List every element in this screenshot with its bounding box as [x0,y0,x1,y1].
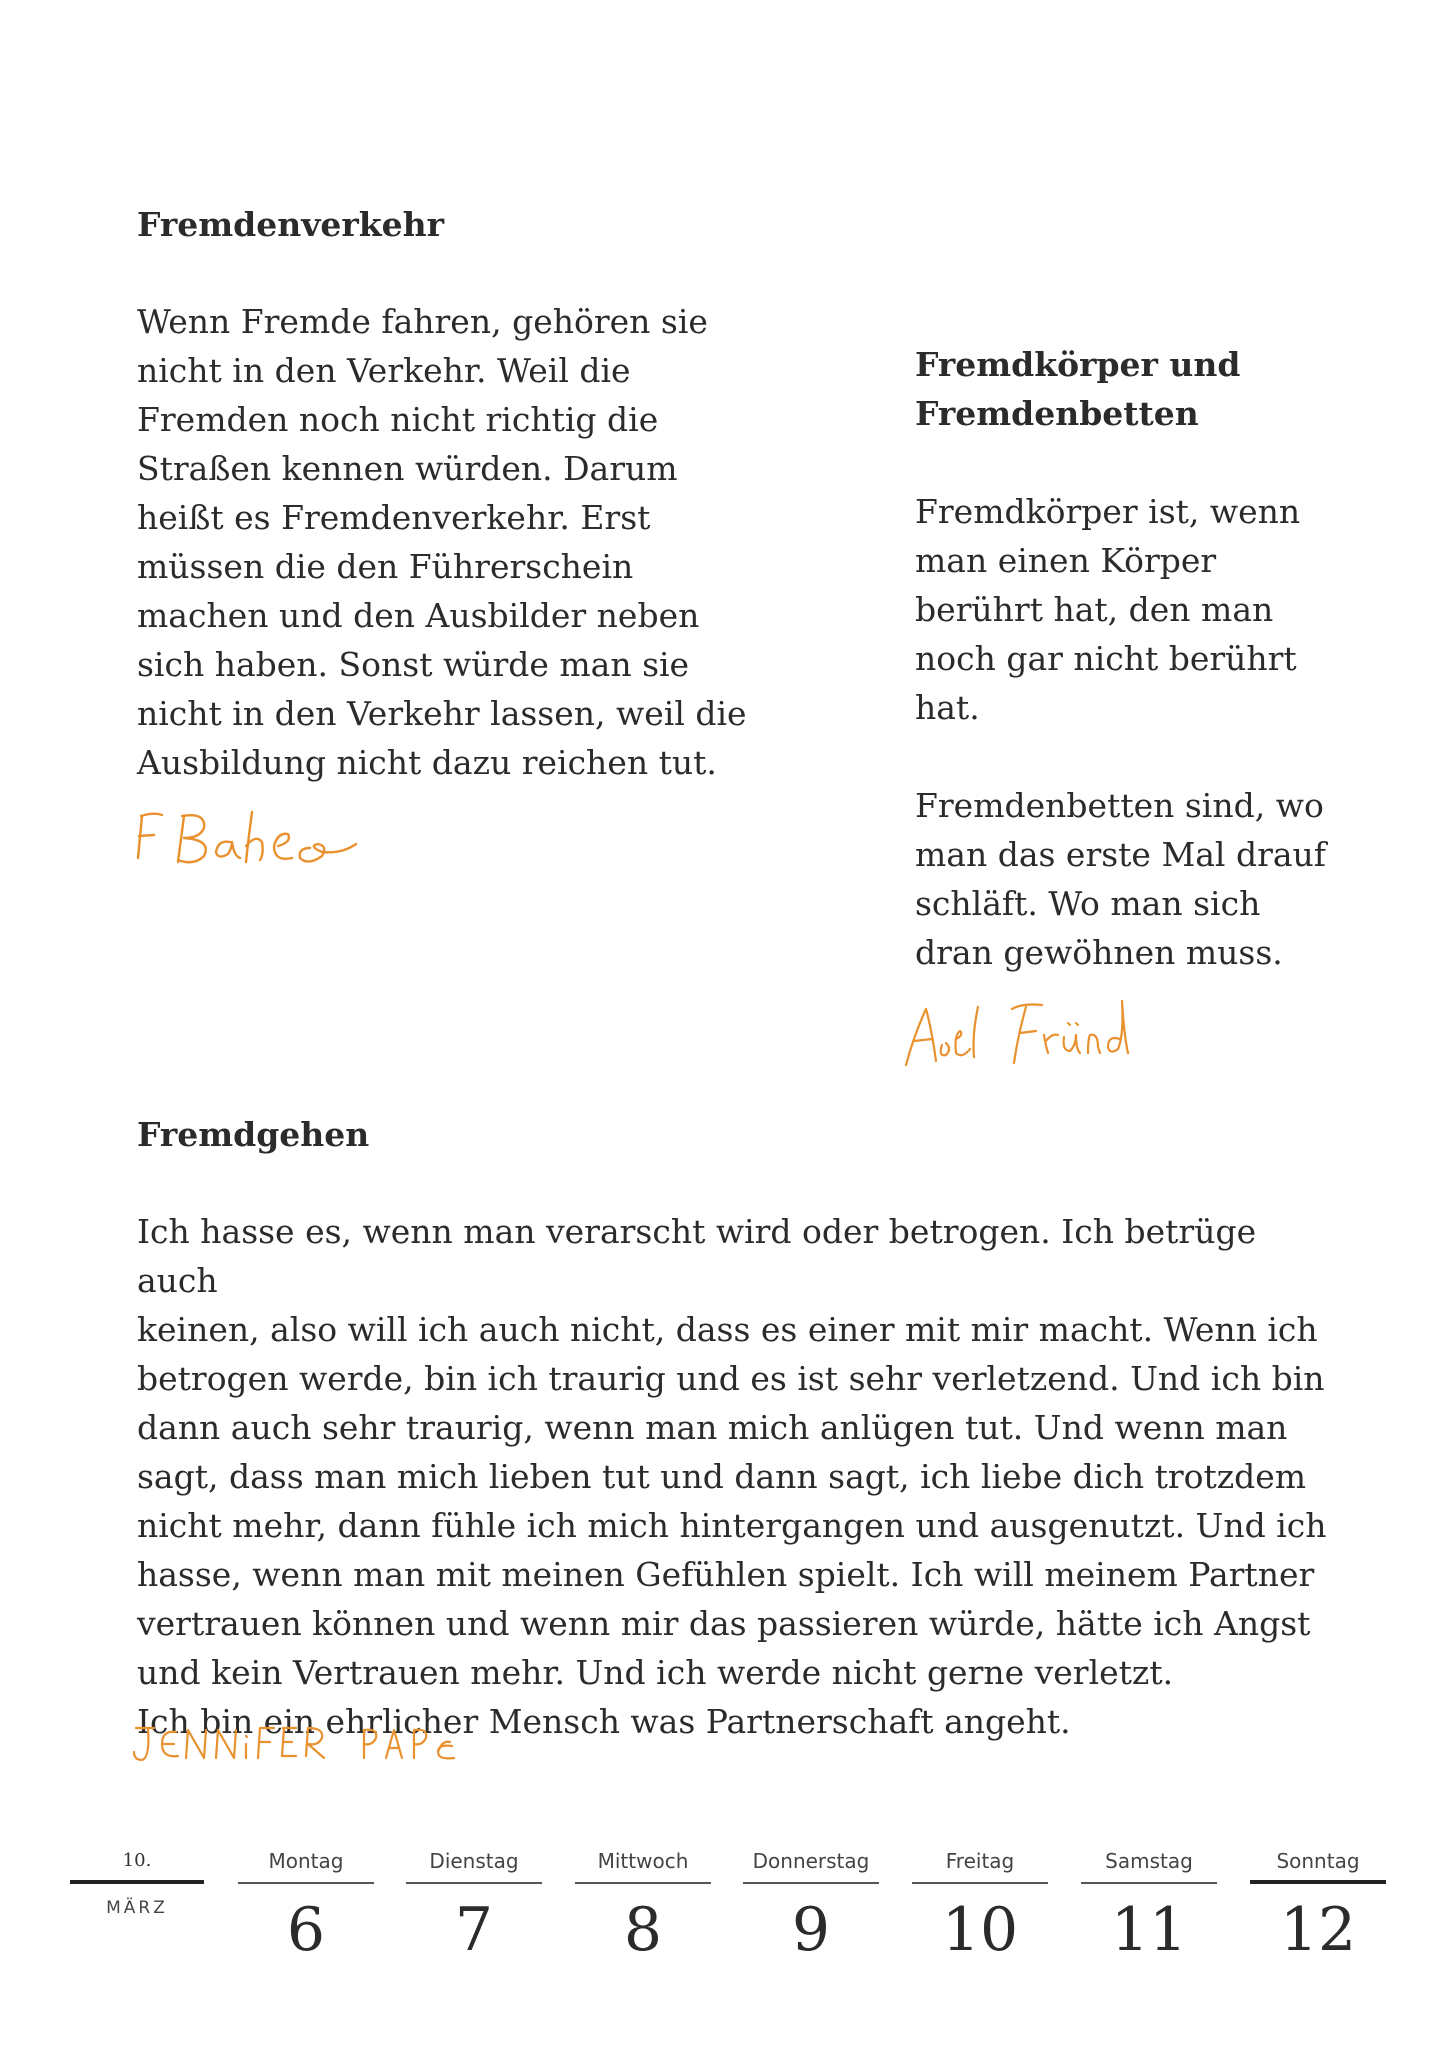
section-title-line: Fremdenbetten [915,394,1199,433]
paragraph-fremdenverkehr [137,297,777,787]
text-line: hasse, wenn man mit meinen Gefühlen spielt. Ich will meinem Partner [137,1555,1315,1594]
text-line: sagt, dass man mich lieben tut und dann sagt, ich liebe dich trotzdem [137,1457,1307,1496]
text-line: betrogen werde, bin ich traurig und es ist sehr verletzend. Und ich bin [137,1359,1325,1398]
divider [1081,1882,1217,1884]
text-line: Ich bin ein ehrlicher Mensch was Partnerschaft angeht. [137,1702,1071,1741]
text-line: sich haben. Sonst würde man sie [137,645,690,684]
day-date: 11 [1110,1895,1188,1965]
week-number: 10. [122,1850,152,1871]
text-line: man einen Körper [915,541,1217,580]
signature-f-bahlo [132,802,392,882]
day-name: Mittwoch [597,1849,689,1873]
divider [575,1882,711,1884]
day-name: Samstag [1105,1849,1193,1873]
text-line: Fremdkörper ist, wenn [915,492,1301,531]
text-line: hat. [915,688,980,727]
text-line: Ich hasse es, wenn man verarscht wird oder betrogen. Ich betrüge auch [137,1212,1257,1300]
calendar-day-monday [238,1846,374,1970]
text-line: Wenn Fremde fahren, gehören sie [137,302,708,341]
section-title-fremdenverkehr: Fremdenverkehr [137,205,445,244]
calendar-day-tuesday [406,1846,542,1970]
text-line: vertrauen können und wenn mir das passieren würde, hätte ich Angst [137,1604,1311,1643]
text-line: Fremden noch nicht richtig die [137,400,659,439]
day-name: Montag [268,1849,344,1873]
text-line: heißt es Fremdenverkehr. Erst [137,498,651,537]
divider [70,1880,204,1884]
day-date: 8 [623,1895,663,1965]
month-label: MÄRZ [106,1898,168,1918]
day-date: 12 [1279,1895,1357,1965]
section-title-fremdkoerper [915,340,1355,438]
day-date: 10 [941,1895,1019,1965]
calendar-day-saturday [1081,1846,1217,1970]
day-name: Sonntag [1276,1849,1360,1873]
day-date: 7 [454,1895,494,1965]
text-line: dann auch sehr traurig, wenn man mich anlügen tut. Und wenn man [137,1408,1288,1447]
calendar-day-wednesday [575,1846,711,1970]
text-line: machen und den Ausbilder neben [137,596,700,635]
text-line: dran gewöhnen muss. [915,933,1283,972]
text-line: nicht in den Verkehr lassen, weil die [137,694,747,733]
calendar-day-friday [912,1846,1048,1970]
divider [912,1882,1048,1884]
text-line: keinen, also will ich auch nicht, dass es einer mit mir macht. Wenn ich [137,1310,1318,1349]
section-title-line: Fremdkörper und [915,345,1241,384]
paragraph-fremdenbetten [915,781,1355,977]
signature-axel-fruend [902,995,1132,1075]
text-line: und kein Vertrauen mehr. Und ich werde nicht gerne verletzt. [137,1653,1174,1692]
day-name: Dienstag [429,1849,519,1873]
text-line: man das erste Mal drauf [915,835,1327,874]
signature-jennifer-pape [132,1718,462,1768]
paragraph-fremdkoerper [915,487,1355,732]
text-line: Fremdenbetten sind, wo [915,786,1324,825]
text-line: Straßen kennen würden. Darum [137,449,678,488]
divider [743,1882,879,1884]
text-line: müssen die den Führerschein [137,547,634,586]
divider [1250,1880,1386,1884]
day-date: 9 [791,1895,831,1965]
text-line: berührt hat, den man [915,590,1274,629]
paragraph-fremdgehen [137,1207,1337,1746]
text-line: nicht in den Verkehr. Weil die [137,351,631,390]
text-line: schläft. Wo man sich [915,884,1261,923]
calendar-day-sunday [1250,1846,1386,1970]
day-name: Donnerstag [752,1849,870,1873]
section-title-fremdgehen: Fremdgehen [137,1115,370,1154]
divider [238,1882,374,1884]
day-date: 6 [286,1895,326,1965]
text-line: Ausbildung nicht dazu reichen tut. [137,743,717,782]
text-line: nicht mehr, dann fühle ich mich hintergangen und ausgenutzt. Und ich [137,1506,1327,1545]
calendar-week-column [70,1846,204,1918]
divider [406,1882,542,1884]
text-line: noch gar nicht berührt [915,639,1297,678]
day-name: Freitag [945,1849,1015,1873]
calendar-day-thursday [743,1846,879,1970]
